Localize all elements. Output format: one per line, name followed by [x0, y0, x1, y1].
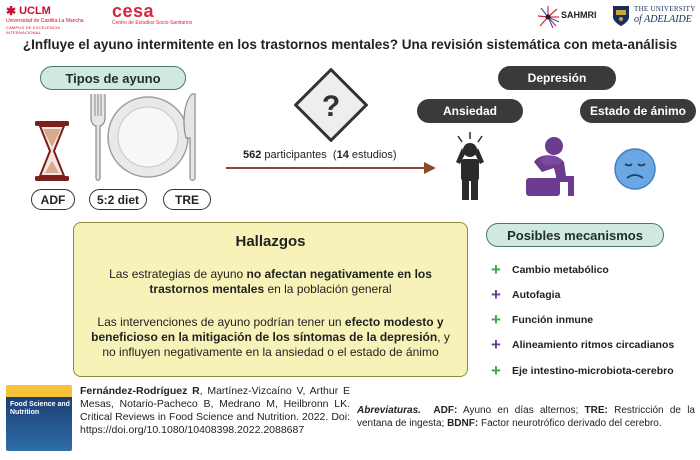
- hallazgos-p1-bold: no afectan negativamente en los trastornos mentales: [149, 267, 432, 296]
- cesa-logo-text: cesa: [112, 1, 155, 21]
- type-adf-pill: ADF: [31, 189, 75, 210]
- hallazgos-title: Hallazgos: [235, 233, 306, 250]
- uclm-star-icon: ✱: [6, 4, 17, 18]
- type-52-diet-pill: 5:2 diet: [89, 189, 147, 210]
- estado-de-animo-label: Estado de ánimo: [580, 99, 696, 123]
- sahmri-logo-text: SAHMRI: [561, 10, 597, 20]
- abbreviations: [357, 404, 695, 430]
- cesa-logo: [112, 2, 202, 28]
- studies-open: (: [332, 149, 337, 161]
- abbrev-tre-text: Restricción de la ventana de ingesta;: [357, 405, 695, 429]
- posibles-mecanismos-label: Posibles mecanismos: [486, 223, 664, 247]
- mechanism-item: [490, 260, 609, 279]
- mechanism-item: [490, 310, 594, 329]
- mechanism-label: Autofagia: [512, 289, 561, 301]
- studies-count: 14: [336, 149, 349, 161]
- plus-icon: +: [491, 361, 501, 380]
- hourglass-icon: [32, 120, 72, 182]
- depresion-label: Depresión: [498, 66, 616, 90]
- plus-icon: +: [491, 285, 501, 304]
- arrow-right-icon: [226, 160, 438, 176]
- hallazgos-paragraph-1: [88, 267, 453, 297]
- citation-rest: , Martínez-Vizcaíno V, Arthur E Mesas, Notario-Pacheco B, Medrano M, Heilbronn LK. Critical Reviews in Food Science and Nutrition. 2022. Doi: https://doi.org/10.1080/10408398.2022.2088687: [80, 385, 350, 436]
- mechanism-item: [490, 335, 675, 354]
- studies-label: estudios): [351, 149, 397, 161]
- uclm-logo-subtitle: Universidad de Castilla-La Mancha: [6, 18, 84, 24]
- sad-face-icon: [613, 147, 657, 191]
- mechanism-label: Función inmune: [512, 314, 594, 326]
- citation-lead-author: Fernández-Rodríguez R: [80, 385, 200, 397]
- mechanism-label: Alineamiento ritmos circadianos: [512, 339, 675, 351]
- ansiedad-label: Ansiedad: [417, 99, 523, 123]
- plus-icon: +: [491, 310, 501, 329]
- plate-fork-knife-icon: [86, 92, 210, 182]
- mechanism-item: [490, 285, 561, 304]
- sahmri-logo: [535, 4, 607, 30]
- hallazgos-p2-a: Las intervenciones de ayuno podrían tener un: [97, 315, 345, 329]
- hallazgos-p2-c: , y no influyen negativamente en la ansiedad o el estado de ánimo: [102, 330, 450, 359]
- tipos-de-ayuno-label: Tipos de ayuno: [40, 66, 186, 90]
- uclm-logo-text: UCLM: [19, 5, 51, 17]
- hallazgos-p1-c: en la población general: [264, 282, 392, 296]
- abbrev-adf: ADF:: [433, 405, 458, 416]
- uclm-logo-subtitle2: CAMPUS DE EXCELENCIA INTERNACIONAL: [6, 25, 61, 35]
- abbrev-tre: TRE:: [584, 405, 608, 416]
- journal-cover: [6, 385, 72, 451]
- hallazgos-paragraph-2: [88, 315, 453, 360]
- mechanism-label: Eje intestino-microbiota-cerebro: [512, 365, 674, 377]
- svg-text:?: ?: [321, 90, 341, 123]
- plus-icon: +: [491, 260, 501, 279]
- adelaide-crest-icon: [612, 5, 630, 27]
- abbrev-adf-text: Ayuno en días alternos;: [457, 405, 585, 416]
- cesa-logo-subtitle: Centro de Estudios Socio-Sanitarios: [112, 20, 193, 26]
- hallazgos-p1-a: Las estrategias de ayuno: [109, 267, 247, 281]
- plus-icon: +: [491, 335, 501, 354]
- abbrev-bdnf: BDNF:: [447, 418, 479, 429]
- abbreviations-label: Abreviaturas.: [357, 405, 421, 416]
- hallazgos-box: [73, 222, 468, 377]
- citation: [80, 385, 350, 437]
- adelaide-logo: [612, 3, 698, 29]
- uclm-logo: [6, 4, 94, 35]
- mechanism-item: [490, 361, 674, 380]
- anxious-person-icon: [448, 130, 492, 202]
- page-title: ¿Influye el ayuno intermitente en los trastornos mentales? Una revisión sistemática con meta-análisis: [22, 37, 678, 52]
- abbrev-bdnf-text: Factor neurotrófico derivado del cerebro.: [478, 418, 662, 429]
- hallazgos-p2-bold: efecto modesto y beneficioso en la mitigación de los síntomas de la depresión: [91, 315, 444, 344]
- adelaide-logo-line1: THE UNIVERSITY: [634, 5, 696, 13]
- mechanism-label: Cambio metabólico: [512, 264, 609, 276]
- participants-label: participantes: [264, 149, 327, 161]
- adelaide-logo-line2: of ADELAIDE: [634, 14, 692, 25]
- sahmri-burst-icon: [535, 4, 561, 30]
- type-tre-pill: TRE: [163, 189, 211, 210]
- question-diamond-icon: [294, 68, 368, 142]
- depressed-person-icon: [522, 132, 582, 198]
- participants-count: 562: [243, 149, 262, 161]
- journal-cover-title: Food Science and Nutrition: [10, 401, 70, 416]
